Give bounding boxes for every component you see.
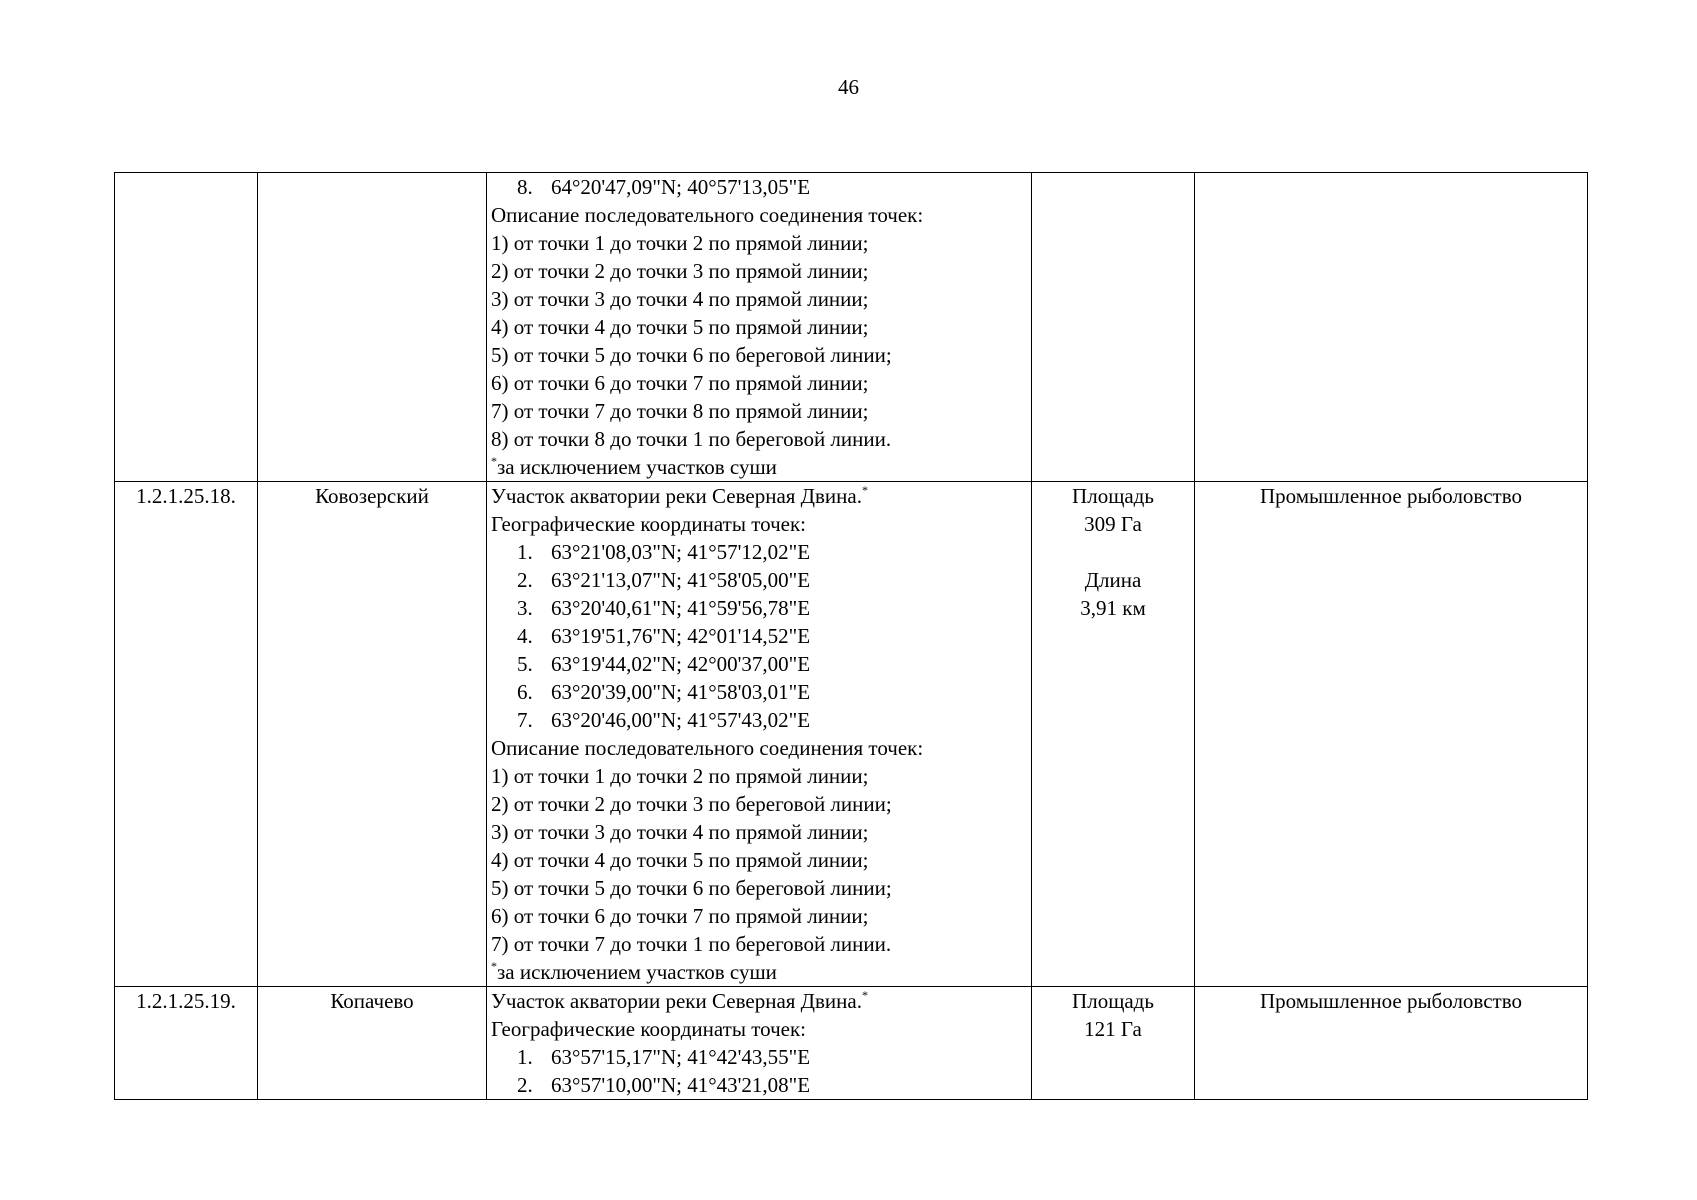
intro-text: Участок акватории реки Северная Двина.* [491,483,868,508]
segment-item: 3) от точки 3 до точки 4 по прямой линии; [491,820,869,844]
coords-title: Географические координаты точек: [491,512,806,536]
coordinate-item: 1. 63°21'08,03"N; 41°57'12,02"E [517,540,811,564]
fishing-areas-table [114,172,1588,1100]
area-label: Площадь [1072,989,1154,1013]
area-name: Копачево [258,987,487,1100]
segment-item: 3) от точки 3 до точки 4 по прямой линии; [491,287,869,311]
segment-item: 4) от точки 4 до точки 5 по прямой линии; [491,315,869,339]
coordinate-item: 5. 63°19'44,02"N; 42°00'37,00"E [517,652,811,676]
table-row-19 [115,987,1588,1100]
segment-item: 2) от точки 2 до точки 3 по береговой линии; [491,792,892,816]
segment-item: 6) от точки 6 до точки 7 по прямой линии; [491,371,869,395]
coordinate-item: 2. 63°57'10,00"N; 41°43'21,08"E [517,1073,811,1097]
footnote: *за исключением участков суши [491,959,777,984]
segment-item: 7) от точки 7 до точки 1 по береговой линии. [491,932,892,956]
cell-measure [1032,482,1195,987]
length-value: 3,91 км [1080,596,1146,620]
segment-item: 5) от точки 5 до точки 6 по береговой линии; [491,343,892,367]
cell-description [487,173,1032,482]
footnote: *за исключением участков суши [491,454,777,479]
cell-name-empty [258,173,487,482]
coords-title: Географические координаты точек: [491,1017,806,1041]
segment-item: 5) от точки 5 до точки 6 по береговой линии; [491,876,892,900]
segment-item: 1) от точки 1 до точки 2 по прямой линии; [491,764,869,788]
segment-item: 8) от точки 8 до точки 1 по береговой линии. [491,427,892,451]
cell-measure-empty [1032,173,1195,482]
cell-usage-empty [1195,173,1588,482]
area-value: 309 Га [1084,512,1142,536]
cell-number-empty [115,173,258,482]
intro-text: Участок акватории реки Северная Двина.* [491,988,868,1013]
coordinate-item: 8. 64°20'47,09"N; 40°57'13,05"E [517,175,811,199]
description-title: Описание последовательного соединения точек: [491,736,924,760]
cell-description [487,482,1032,987]
length-label: Длина [1084,568,1142,592]
segment-item: 2) от точки 2 до точки 3 по прямой линии; [491,259,869,283]
coordinate-item: 3. 63°20'40,61"N; 41°59'56,78"E [517,596,811,620]
coordinate-item: 6. 63°20'39,00"N; 41°58'03,01"E [517,680,811,704]
row-number: 1.2.1.25.19. [115,987,258,1100]
area-label: Площадь [1072,484,1154,508]
area-name: Ковозерский [258,482,487,987]
segment-item: 7) от точки 7 до точки 8 по прямой линии; [491,399,869,423]
coordinate-item: 2. 63°21'13,07"N; 41°58'05,00"E [517,568,811,592]
coordinate-item: 1. 63°57'15,17"N; 41°42'43,55"E [517,1045,811,1069]
cell-description [487,987,1032,1100]
coordinate-item: 7. 63°20'46,00"N; 41°57'43,02"E [517,708,811,732]
area-value: 121 Га [1084,1017,1142,1041]
segment-item: 1) от точки 1 до точки 2 по прямой линии; [491,231,869,255]
usage-type: Промышленное рыболовство [1195,482,1588,987]
page-number: 46 [838,75,859,99]
description-title: Описание последовательного соединения точек: [491,203,924,227]
segment-item: 6) от точки 6 до точки 7 по прямой линии; [491,904,869,928]
row-number: 1.2.1.25.18. [115,482,258,987]
usage-type: Промышленное рыболовство [1195,987,1588,1100]
table-row-18 [115,482,1588,987]
coordinate-item: 4. 63°19'51,76"N; 42°01'14,52"E [517,624,811,648]
table-row-continuation [115,173,1588,482]
cell-measure [1032,987,1195,1100]
segment-item: 4) от точки 4 до точки 5 по прямой линии; [491,848,869,872]
